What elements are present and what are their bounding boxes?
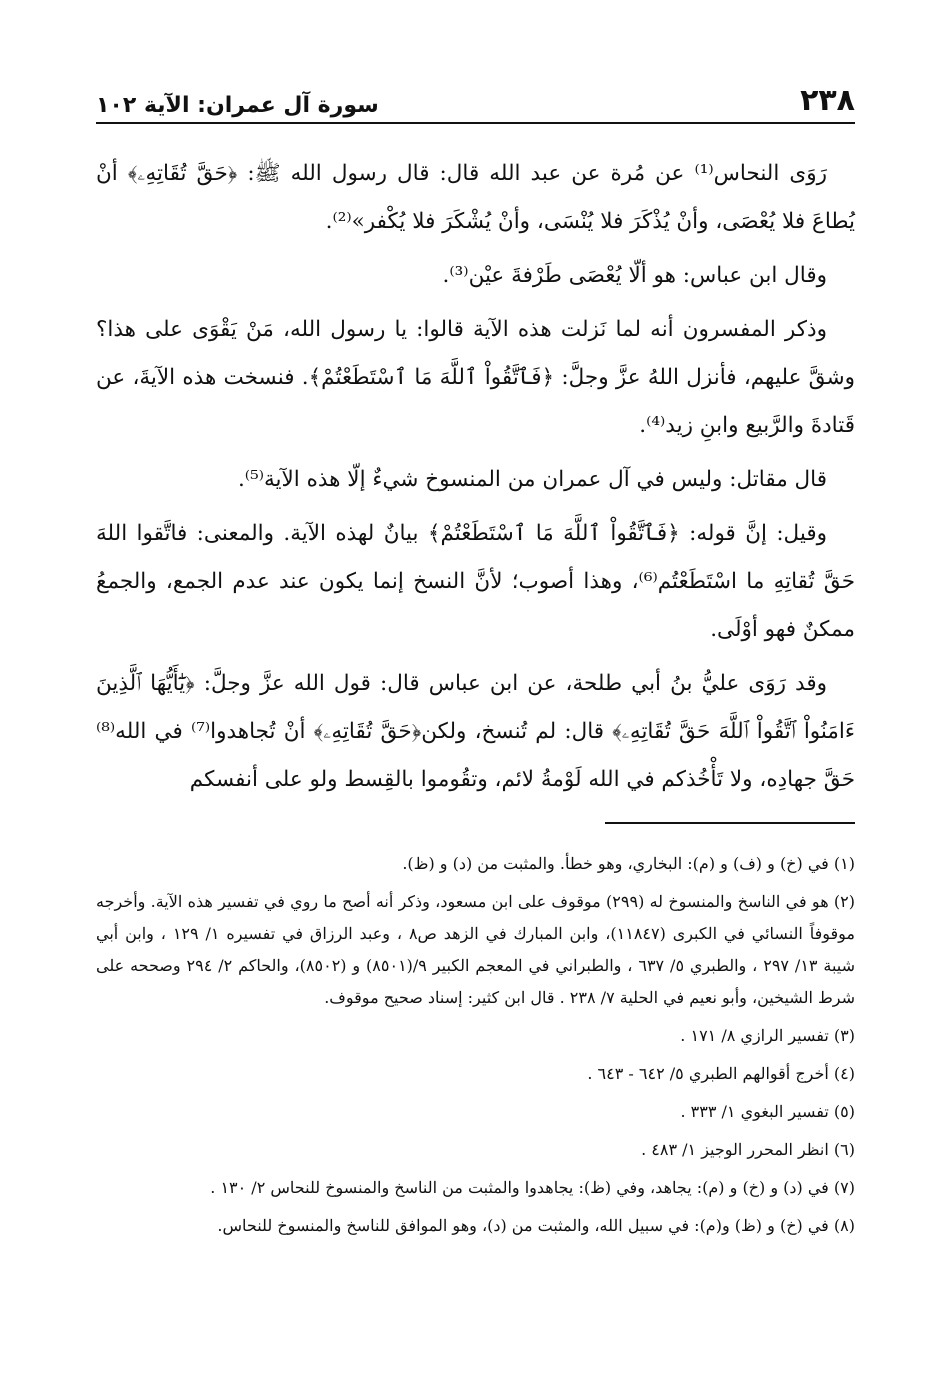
page-number: ٢٣٨	[800, 83, 855, 118]
main-text	[96, 150, 855, 810]
footnote-6: (٦) انظر المحرر الوجيز ١/ ٤٨٣ .	[641, 1140, 855, 1159]
footnote-4: (٤) أخرج أقوالهم الطبري ٥/ ٦٤٢ - ٦٤٣ .	[587, 1064, 855, 1083]
footnote-7: (٧) في (د) و (خ) و (م): يجاهد، وفي (ظ): يجاهدوا والمثبت من الناسخ والمنسوخ للنحاس ٢/ ١٣٠ .	[210, 1178, 855, 1197]
paragraph-5: وقيل: إنَّ قوله: ﴿فَٱتَّقُواْ ٱللَّهَ مَا ٱسْتَطَعْتُمْ﴾ بيانٌ لهذه الآية. والمعنى: فاتَّقوا اللهَ حَقَّ تُقاتِهِ ما اسْتَطَعْتُم⁽⁶⁾، وهذا أصوب؛ لأنَّ النسخ إنما يكون عند عدم الجمع، والجمعُ ممكنٌ فهو أوْلَى.	[96, 521, 855, 642]
paragraph-2: وقال ابن عباس: هو ألّا يُعْصَى طَرْفةَ عيْن⁽³⁾.	[442, 263, 827, 288]
footnote-5: (٥) تفسير البغوي ١/ ٣٣٣ .	[680, 1102, 855, 1121]
page-header	[96, 78, 855, 124]
paragraph-3: وذكر المفسرون أنه لما نَزلت هذه الآية قالوا: يا رسول الله، مَنْ يَقْوَى على هذا؟ وشقَّ عليهم، فأنزل اللهُ عزَّ وجلَّ: ﴿فَٱتَّقُواْ ٱللَّهَ مَا ٱسْتَطَعْتُمْ﴾. فنسخت هذه الآيةَ، عن قَتادةَ والرَّبيع وابنِ زيد⁽⁴⁾.	[96, 317, 855, 438]
paragraph-6: وقد رَوَى عليُّ بنُ أبي طلحة، عن ابن عباس قال: قول الله عزَّ وجلَّ: ﴿يَٰٓأَيُّهَا ٱلَّذِينَ ءَامَنُواْ ٱتَّقُواْ ٱللَّهَ حَقَّ تُقَاتِهِۦ﴾ قال: لم تُنسخ، ولكن﴿حَقَّ تُقَاتِهِۦ﴾ أنْ تُجاهدوا⁽⁷⁾ في الله⁽⁸⁾ حَقَّ جهادِه، ولا تَأْخُذكم في الله لَوْمةُ لائم، وتقُوموا بالقِسط ولو على أنفسكم	[96, 671, 855, 792]
footnote-divider	[605, 822, 855, 824]
paragraph-4: قال مقاتل: وليس في آل عمران من المنسوخ شيءٌ إلّا هذه الآية⁽⁵⁾.	[237, 467, 827, 492]
footnote-3: (٣) تفسير الرازي ٨/ ١٧١ .	[680, 1026, 855, 1045]
paragraph-1: رَوَى النحاس⁽¹⁾ عن مُرة عن عبد الله قال: قال رسول الله ﷺ: ﴿حَقَّ تُقَاتِهِۦ﴾ أنْ يُطاعَ فلا يُعْصَى، وأنْ يُذْكَرَ فلا يُنْسَى، وأنْ يُشْكَرَ فلا يُكْفر»⁽²⁾.	[96, 161, 855, 234]
footnote-2: (٢) هو في الناسخ والمنسوخ له (٢٩٩) موقوف على ابن مسعود، وذكر أنه أصح ما روي في تفسير هذه الآية. وأخرجه موقوفاً النسائي في الكبرى (١١٨٤٧)، وابن المبارك في الزهد ص٨ ، وعبد الرزاق في تفسيره ١/ ١٢٩ ، وابن أبي شيبة ١٣/ ٢٩٧ ، والطبري ٥/ ٦٣٧ ، والطبراني في المعجم الكبير ٩/(٨٥٠١) و (٨٥٠٢)، والحاكم ٢/ ٢٩٤ وصححه على شرط الشيخين، وأبو نعيم في الحلية ٧/ ٢٣٨ . قال ابن كثير: إسناد صحيح موقوف.	[96, 892, 856, 1007]
footnote-8: (٨) في (خ) و (ظ) و(م): في سبيل الله، والمثبت من (د)، وهو الموافق للناسخ والمنسوخ للنحاس.	[217, 1216, 855, 1235]
footnotes	[96, 848, 855, 1248]
footnote-1: (١) في (خ) و (ف) و (م): البخاري، وهو خطأ. والمثبت من (د) و (ظ).	[402, 854, 855, 873]
running-title: سورة آل عمران: الآية ١٠٢	[96, 93, 379, 118]
